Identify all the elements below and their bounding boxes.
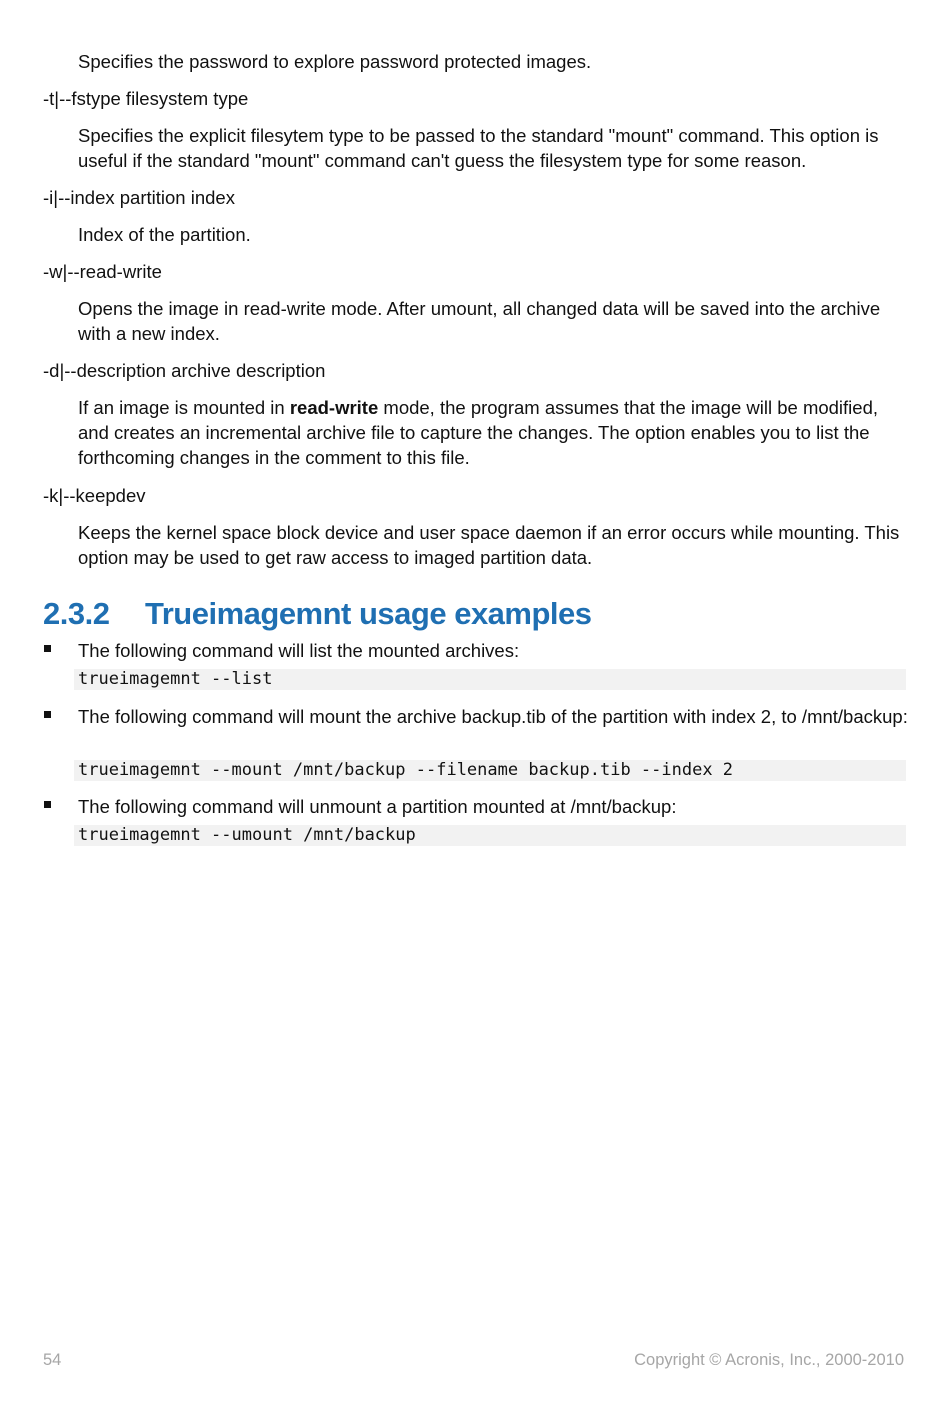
option-term-read-write: -w|--read-write: [43, 261, 162, 282]
section-heading: [43, 595, 592, 633]
section-number: 2.3.2: [43, 596, 110, 631]
option-description-fstype: Specifies the explicit filesytem type to be passed to the standard "mount" command. This option is useful if the standard "mount" command can't guess the filesystem type for some reason.: [78, 125, 879, 171]
code-block-umount: trueimagemnt --umount /mnt/backup: [74, 825, 906, 846]
description-text-before: If an image is mounted in: [78, 397, 290, 418]
page-number: 54: [43, 1351, 62, 1369]
example-text-umount: The following command will unmount a partition mounted at /mnt/backup:: [78, 796, 677, 817]
description-text-after: mode, the program assumes that the image will be modified, and creates an incremental archive file to capture the changes. The option enables you to list the forthcoming changes in the comment to this file.: [78, 397, 879, 468]
code-block-list: trueimagemnt --list: [74, 669, 906, 690]
bullet-marker: [44, 801, 51, 808]
copyright-notice: Copyright © Acronis, Inc., 2000-2010: [634, 1351, 904, 1369]
code-block-mount: trueimagemnt --mount /mnt/backup --filename backup.tib --index 2: [74, 760, 906, 781]
option-term-index: -i|--index partition index: [43, 187, 235, 208]
option-term-fstype: -t|--fstype filesystem type: [43, 88, 249, 109]
description-bold-term: read-write: [289, 397, 379, 418]
example-text-list: The following command will list the mounted archives:: [78, 640, 520, 661]
option-description-keepdev: Keeps the kernel space block device and user space daemon if an error occurs while mounting. This option may be used to get raw access to imaged partition data.: [78, 522, 900, 568]
option-description-index: Index of the partition.: [78, 224, 251, 245]
option-description-description: [78, 395, 908, 470]
option-term-keepdev: -k|--keepdev: [43, 485, 146, 506]
bullet-marker: [44, 711, 51, 718]
option-description-password: Specifies the password to explore password protected images.: [78, 51, 592, 72]
example-text-mount: The following command will mount the archive backup.tib of the partition with index 2, to /mnt/backup:: [78, 706, 908, 727]
bullet-marker: [44, 645, 51, 652]
option-description-read-write: Opens the image in read-write mode. After umount, all changed data will be saved into the archive with a new index.: [78, 298, 881, 344]
section-title: Trueimagemnt usage examples: [145, 596, 592, 631]
option-term-description: -d|--description archive description: [43, 360, 326, 381]
